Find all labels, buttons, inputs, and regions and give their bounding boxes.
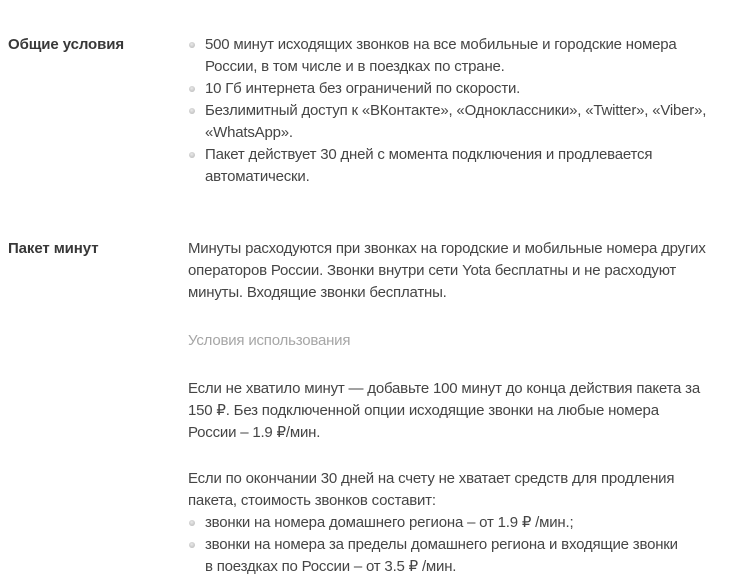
general-terms-list [188,34,718,188]
bullet-icon [189,108,195,114]
renewal-pricing-list [188,512,718,578]
list-item [188,512,718,534]
section-label-general-terms: Общие условия [8,36,125,53]
bullet-icon [189,520,195,526]
list-item-text: звонки на номера за пределы домашнего региона и входящие звонки в поездках по России – от 3.5 ₽ /мин. [205,536,678,575]
minutes-package-content [188,238,718,578]
list-item [188,534,718,578]
usage-terms-row [188,330,718,352]
list-item [188,144,718,188]
list-item-text: 10 Гб интернета без ограничений по скорости. [205,80,521,97]
list-item-text: Безлимитный доступ к «ВКонтакте», «Одноклассники», «Twitter», «Viber», «WhatsApp». [205,102,707,141]
add-minutes-paragraph: Если не хватило минут — добавьте 100 минут до конца действия пакета за 150 ₽. Без подключенной опции исходящие звонки на любые номера России – 1.9 ₽/мин. [188,380,700,441]
bullet-icon [189,86,195,92]
renewal-intro-paragraph: Если по окончании 30 дней на счету не хватает средств для продления пакета, стоимость звонков составит: [188,470,675,509]
list-item [188,100,718,144]
list-item-text: Пакет действует 30 дней с момента подключения и продлевается автоматически. [205,146,653,185]
list-item-text: звонки на номера домашнего региона – от 1.9 ₽ /мин.; [205,514,574,531]
bullet-icon [189,542,195,548]
section-general-terms [8,34,743,188]
bullet-icon [189,152,195,158]
list-item [188,34,718,78]
general-terms-content [188,34,718,188]
usage-terms-link[interactable]: Условия использования [188,332,351,349]
minutes-intro-paragraph: Минуты расходуются при звонках на городские и мобильные номера других операторов России. Звонки внутри сети Yota бесплатны и не расходуют минуты. Входящие звонки бесплатны. [188,240,706,301]
list-item [188,78,718,100]
list-item-text: 500 минут исходящих звонков на все мобильные и городские номера России, в том числе и в поездках по стране. [205,36,677,75]
section-label-minutes-package: Пакет минут [8,240,99,257]
section-minutes-package [8,238,743,578]
bullet-icon [189,42,195,48]
